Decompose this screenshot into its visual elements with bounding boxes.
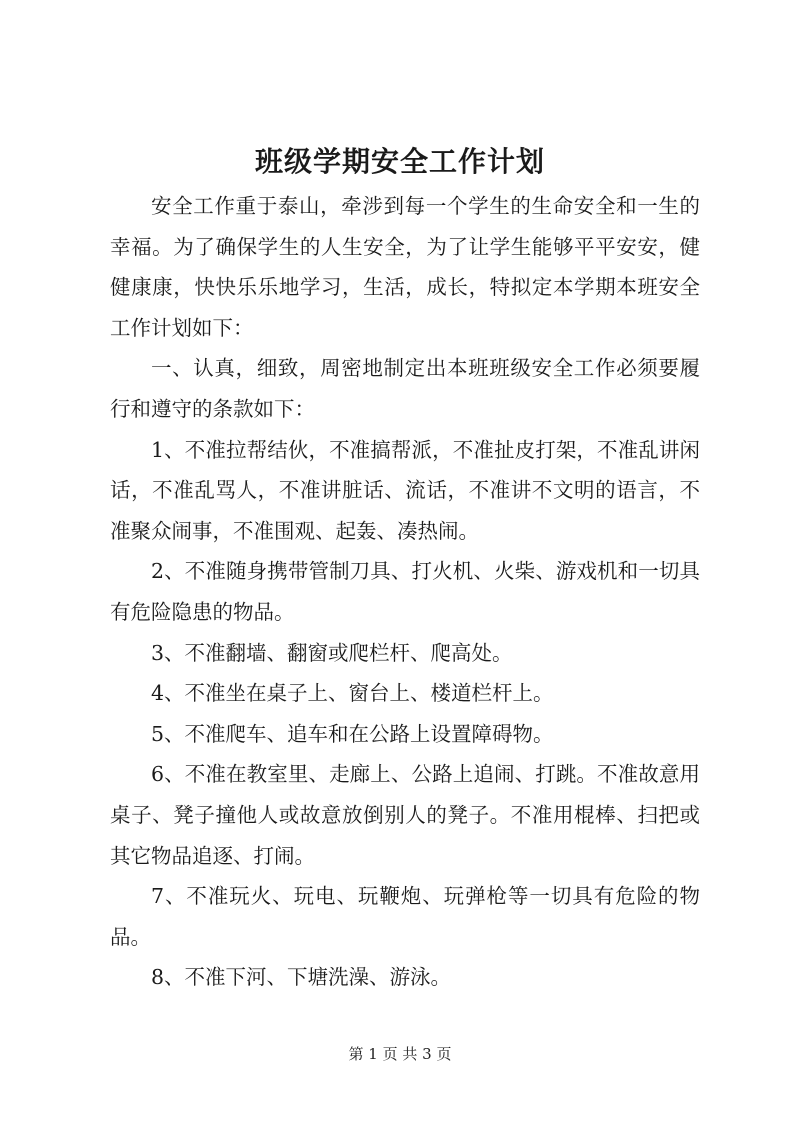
document-title: 班级学期安全工作计划 [254, 145, 545, 178]
rule-item-3: 3、不准翻墙、翻窗或爬栏杆、爬高处。 [151, 640, 513, 665]
rule-item-6: 6、不准在教室里、走廊上、公路上追闹、打跳。不准故意用桌子、凳子撞他人或故意放倒别人的凳子。不准用棍棒、扫把或其它物品追逐、打闹。 [110, 762, 700, 868]
intro-paragraph: 安全工作重于泰山，牵涉到每一个学生的生命安全和一生的幸福。为了确保学生的人生安全，为了让学生能够平平安安，健健康康，快快乐乐地学习，生活，成长，特拟定本学期本班安全工作计划如下： [110, 194, 700, 340]
rule-item-5: 5、不准爬车、追车和在公路上设置障碍物。 [151, 721, 554, 746]
rule-item-4: 4、不准坐在桌子上、窗台上、楼道栏杆上。 [151, 681, 554, 706]
document-body [110, 186, 700, 998]
section-heading-paragraph: 一、认真，细致，周密地制定出本班班级安全工作必须要履行和遵守的条款如下： [110, 356, 700, 421]
rule-item-1: 1、不准拉帮结伙，不准搞帮派，不准扯皮打架，不准乱讲闲话，不准乱骂人，不准讲脏话、流话，不准讲不文明的语言，不准聚众闹事，不准围观、起轰、凑热闹。 [110, 437, 700, 543]
rule-item-8: 8、不准下河、下塘洗澡、游泳。 [151, 965, 452, 990]
rule-item-2: 2、不准随身携带管制刀具、打火机、火柴、游戏机和一切具有危险隐患的物品。 [110, 559, 700, 624]
rule-item-7: 7、不准玩火、玩电、玩鞭炮、玩弹枪等一切具有危险的物品。 [110, 884, 700, 949]
page-number-footer: 第 1 页 共 3 页 [348, 1045, 452, 1063]
